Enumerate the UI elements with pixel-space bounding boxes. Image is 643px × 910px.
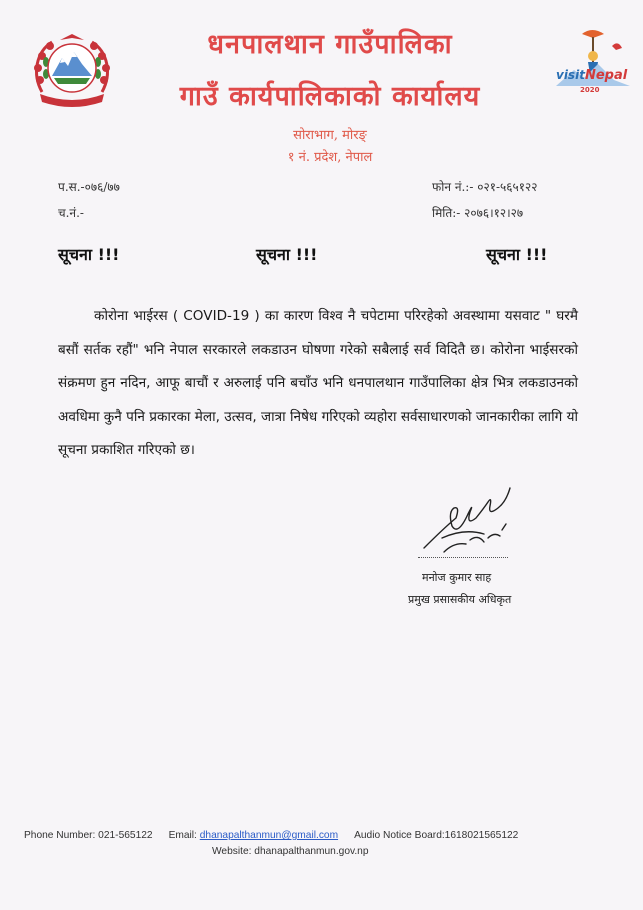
notice-title-center: सूचना !!! [256,245,318,264]
visit-word: visit [556,68,585,82]
office-phone: फोन नं.:- ०२१-५६५१२२ [432,180,538,194]
nepal-emblem-icon [30,32,114,108]
address-line-2: १ नं. प्रदेश, नेपाल [287,150,373,165]
notice-title-right: सूचना !!! [486,245,548,264]
footer-email-link[interactable]: dhanapalthanmun@gmail.com [199,830,339,841]
letter-number: प.स.-०७६/७७ [58,180,120,194]
footer-phone: Phone Number: 021-565122 [24,830,153,841]
signatory-name: मनोज कुमार साह [422,571,492,584]
address-line-1: सोराभाग, मोरङ् [293,128,367,143]
signatory-title: प्रमुख प्रसासकीय अधिकृत [408,593,512,606]
dispatch-number: च.नं.- [58,206,84,220]
notice-title-left: सूचना !!! [58,245,120,264]
notice-body: कोरोना भाईरस ( COVID-19 ) का कारण विश्व नै चपेटामा परिरहेको अवस्थामा यसवाट " घरमै बसौं सर्तक रहौं" भनि नेपाल सरकारले लकडाउन घोषणा गरेको सबैलाई सर्व विदितै छ। कोरोना भाईसरको संक्रमण हुन नदिन, आफू बाचौं र अरुलाई पनि बचाँउ भनि धनपालथान गाउँपालिका क्षेत्र भित्र लकडाउनको अवधिमा कुनै पनि प्रकारका मेला, उत्सव, जात्रा निषेध गरिएको व्यहोरा सर्वसाधारणको जानकारीका लागि यो सूचना प्रकाशित गरिएको छ। [58,308,578,459]
letter-date: मिति:- २०७६।१२।२७ [432,206,524,220]
footer-audio-notice-board: Audio Notice Board:1618021565122 [354,830,519,841]
municipality-name-heading: धनपालथान गाउँपालिका [207,29,453,60]
footer-website: Website: dhanapalthanmun.gov.np [212,846,369,857]
visit-nepal-year: 2020 [580,86,600,94]
visit-nepal-logo-text [556,68,627,83]
footer-email-label: Email: [168,830,197,841]
handwritten-signature [414,478,524,562]
office-name-heading: गाउँ कार्यपालिकाको कार्यालय [179,81,481,112]
signature-line [418,557,508,558]
footer-contact-line [24,830,518,841]
visit-country-word: Nepal [584,68,628,83]
